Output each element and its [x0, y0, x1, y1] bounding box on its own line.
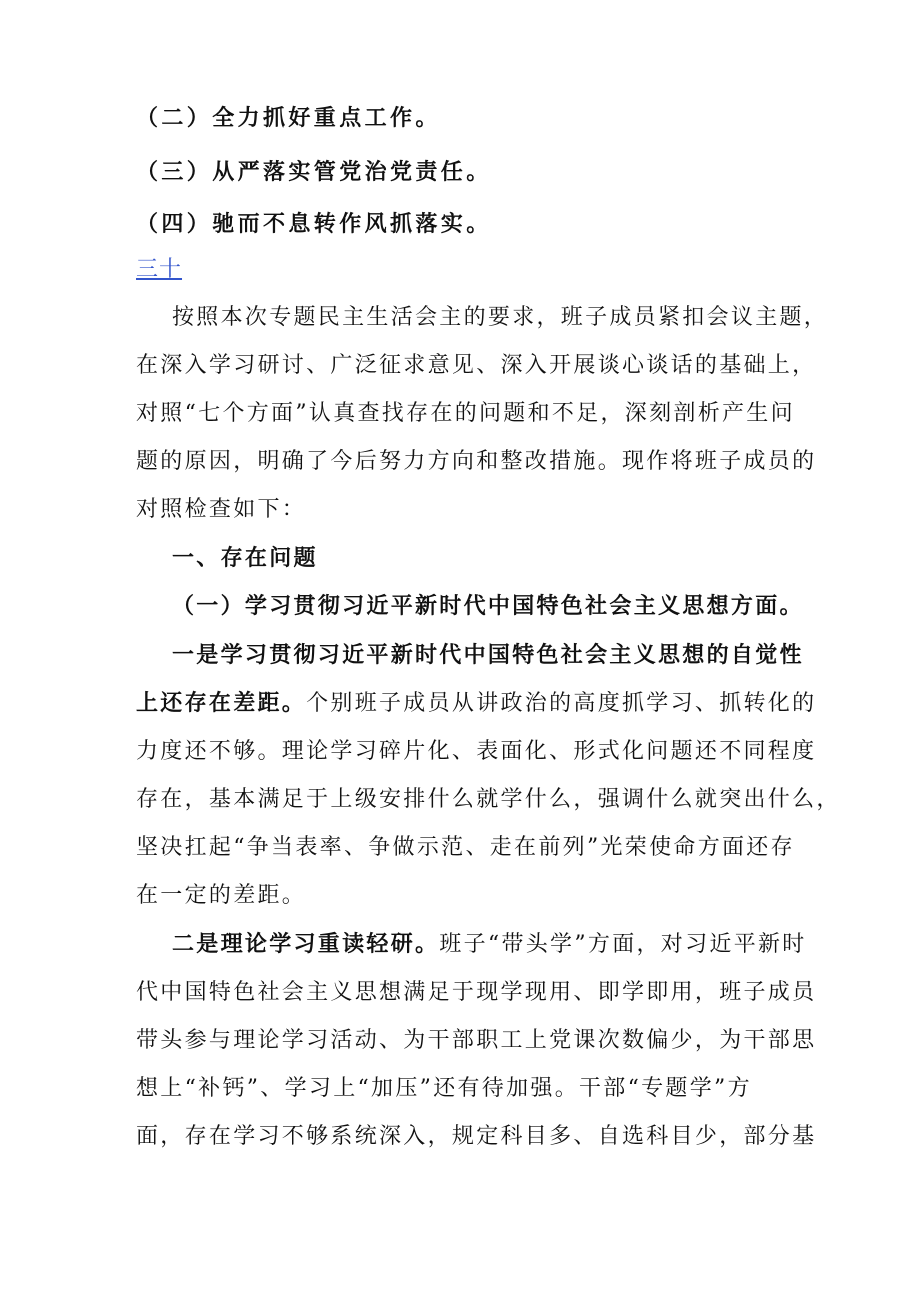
intro-line-2: 在深入学习研讨、广泛征求意见、深入开展谈心谈话的基础上， [136, 353, 817, 378]
intro-line-3: 对照“七个方面”认真查找存在的问题和不足，深刻剖析产生问 [136, 401, 795, 426]
link-row [136, 255, 182, 285]
heading-four: （四）驰而不息转作风抓落实。 [136, 212, 492, 237]
intro-line-1: 按照本次专题民主生活会主的要求，班子成员紧扣会议主题， [172, 305, 829, 330]
heading-two: （二）全力抓好重点工作。 [136, 106, 441, 131]
section-link[interactable]: 三十 [136, 257, 183, 282]
point1-line-4: 存在，基本满足于上级安排什么就学什么，强调什么就突出什么， [136, 787, 841, 812]
point2-line-2: 代中国特色社会主义思想满足于现学现用、即学即用，班子成员 [136, 980, 817, 1005]
point2-line-4: 想上“补钙”、学习上“加压”还有待加强。干部“专题学”方 [136, 1076, 752, 1101]
point1-bold-end: 上还存在差距。 [136, 691, 307, 716]
point2-bold: 二是理论学习重读轻研。 [172, 932, 440, 957]
intro-line-4: 题的原因，明确了今后努力方向和整改措施。现作将班子成员的 [136, 449, 817, 474]
heading-three: （三）从严落实管党治党责任。 [136, 160, 492, 185]
point2-line-1 [172, 930, 807, 960]
point1-rest: 个别班子成员从讲政治的高度抓学习、抓转化的 [306, 691, 817, 716]
section-title: 一、存在问题 [172, 546, 318, 571]
point1-bold-line: 一是学习贯彻习近平新时代中国特色社会主义思想的自觉性 [172, 643, 804, 668]
intro-line-5: 对照检查如下： [136, 497, 307, 522]
subsection-title: （一）学习贯彻习近平新时代中国特色社会主义思想方面。 [172, 594, 804, 619]
point2-rest: 班子“带头学”方面，对习近平新时 [439, 932, 807, 957]
point1-line-2 [136, 689, 816, 719]
point2-line-3: 带头参与理论学习活动、为干部职工上党课次数偏少，为干部思 [136, 1028, 817, 1053]
point2-line-5: 面，存在学习不够系统深入，规定科目多、自选科目少，部分基 [136, 1124, 817, 1149]
point1-line-6: 在一定的差距。 [136, 883, 307, 908]
point1-line-5: 坚决扛起“争当表率、争做示范、走在前列”光荣使命方面还存 [136, 835, 795, 860]
point1-line-3: 力度还不够。理论学习碎片化、表面化、形式化问题还不同程度 [136, 739, 817, 764]
